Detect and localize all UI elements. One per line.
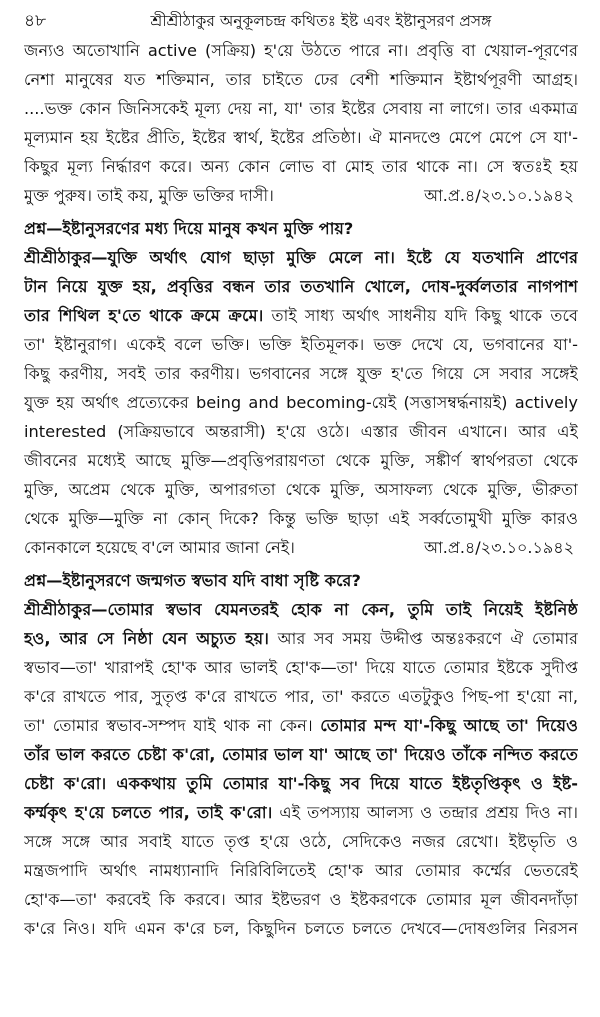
answer-line: কিছু করণীয়, সবই তার করণীয়। ভগবানের সঙ্গে যুক্ত হ'তে গিয়ে সে সবার সঙ্গেই [24, 364, 578, 383]
plain-phrase: তা' তোমার স্বভাব-সম্পদ যাই থাক না কেন। [24, 716, 321, 735]
text-line: ....ভক্ত কোন জিনিসকেই মূল্য দেয় না, যা' তার ইষ্টের সেবায় না লাগে। তার একমাত্র [24, 99, 578, 118]
text-line-with-date [24, 181, 578, 210]
bold-phrase: কর্ম্মকৃৎ হ'য়ে চলতে পার, তাই ক'রো। [24, 803, 273, 822]
answer-line-bold: শ্রীশ্রীঠাকুর—তোমার স্বভাব যেমনতরই হোক না কেন, তুমি তাই নিয়েই ইষ্টনিষ্ঠ [24, 600, 578, 619]
date-reference: আ.প্র.৪/২৩.১০.১৯৪২ [424, 538, 574, 557]
header-title: শ্রীশ্রীঠাকুর অনুকূলচন্দ্র কথিতঃ ইষ্ট এবং ইষ্টানুসরণ প্রসঙ্গ [150, 12, 492, 30]
answer-line: যুক্ত হয় অর্থাৎ প্রত্যেকের being and becoming-য়েই (সত্তাসম্বর্দ্ধনায়ই) actively [24, 393, 578, 412]
text-line: জন্যও অতোখানি active (সক্রিয়) হ'য়ে উঠতে পারে না। প্রবৃত্তি বা খেয়াল-পূরণের [24, 41, 578, 60]
answer-line: ক'রে রাখতে পার, সুতৃপ্ত ক'রে রাখতে পার, তা' করতে এতটুকুও পিছ-পা হ'য়ো না, [24, 687, 578, 706]
answer-line-mixed [24, 711, 578, 740]
answer-line-with-date [24, 533, 578, 562]
answer-line-bold: শ্রীশ্রীঠাকুর—যুক্তি অর্থাৎ যোগ ছাড়া মুক্তি মেলে না। ইষ্টে যে যতখানি প্রাণের [24, 248, 578, 267]
answer-line: মুক্তি, অপ্রেম থেকে মুক্তি, অপারগতা থেকে মুক্তি, অসাফল্য থেকে মুক্তি, ভীরুতা [24, 480, 578, 499]
plain-phrase: তাই সাধ্য অর্থাৎ সাধনীয় যদি কিছু থাকে তবে [263, 306, 578, 325]
answer-line: স্বভাব—তা' খারাপই হো'ক আর ভালই হো'ক—তা' দিয়ে যাতে তোমার ইষ্টকে সুদীপ্ত [24, 658, 578, 677]
answer-line: থেকে মুক্তি—মুক্তি না কোন্ দিকে? কিন্তু ভক্তি ছাড়া এই সর্ব্বতোমুখী মুক্তি কারও [24, 509, 578, 528]
question-heading: প্রশ্ন—ইষ্টানুসরণের মধ্য দিয়ে মানুষ কখন মুক্তি পায়? [24, 219, 354, 238]
date-reference: আ.প্র.৪/২৩.১০.১৯৪২ [424, 186, 574, 205]
question-heading: প্রশ্ন—ইষ্টানুসরণে জন্মগত স্বভাব যদি বাধা সৃষ্টি করে? [24, 571, 361, 590]
body-text [24, 36, 578, 943]
answer-line-mixed [24, 798, 578, 827]
answer-line-bold: চেষ্টা ক'রো। এককথায় তুমি তোমার যা'-কিছু সব দিয়ে যাতে ইষ্টতৃপ্তিকৃৎ ও ইষ্ট- [24, 774, 578, 793]
paragraph-continuation [24, 36, 578, 210]
bold-phrase: তার শিথিল হ'তে থাকে ক্রমে ক্রমে। [24, 306, 264, 325]
answer-line: সঙ্গে সঙ্গে আর সবাই যাতে তৃপ্ত হ'য়ে ওঠে, সেদিকেও নজর রেখো। ইষ্টভৃতি ও [24, 832, 578, 851]
bold-phrase: হও, আর সে নিষ্ঠা যেন অচ্যুত হয়। [24, 629, 269, 648]
page-number: ৪৮ [24, 11, 47, 31]
text-line: কিছুর মূল্য নির্দ্ধারণ করে। অন্য কোন লোভ বা মোহ তার থাকে না। সে স্বতঃই হয় [24, 157, 578, 176]
answer-line: হো'ক—তা' করবেই কি করবে। আর ইষ্টভরণ ও ইষ্টকরণকে তোমার মূল জীবনদাঁড়া [24, 890, 578, 909]
text-line: মূল্যমান হয় ইষ্টের প্রীতি, ইষ্টের স্বার্থ, ইষ্টের প্রতিষ্ঠা। ঐ মানদণ্ডে মেপে মেপে সে যা'- [24, 128, 578, 147]
text-line: নেশা মানুষের যত শক্তিমান, তার চাইতে ঢের বেশী শক্তিমান ইষ্টার্থপূরণী আগ্রহ। [24, 70, 578, 89]
answer-line: তা' ইষ্টানুরাগ। একেই বলে ভক্তি। ভক্তি ইতিমূলক। ভক্ত দেখে যে, ভগবানের যা'- [24, 335, 578, 354]
answer-line: interested (সক্রিয়ভাবে অন্তরাসী) হ'য়ে ওঠে। এস্তার জীবন এখানে। আর এই [24, 422, 578, 441]
answer-line-mixed [24, 301, 578, 330]
qa-block-1 [24, 214, 578, 562]
text-line-end: কোনকালে হয়েছে ব'লে আমার জানা নেই। [24, 538, 295, 557]
answer-line-mixed [24, 624, 578, 653]
qa-block-2 [24, 566, 578, 943]
answer-line: মন্ত্রজপাদি অর্থাৎ নামধ্যানাদি নিরিবিলিতেই হো'ক আর তোমার কর্ম্মের ভেতরেই [24, 861, 578, 880]
answer-line: ক'রে নিও। যদি এমন ক'রে চল, কিছুদিন চলতে চলতে দেখবে—দোষগুলির নিরসন [24, 919, 578, 938]
text-line-end: মুক্ত পুরুষ। তাই কয়, মুক্তি ভক্তির দাসী। [24, 186, 274, 205]
running-header [24, 6, 578, 36]
plain-phrase: আর সব সময় উদ্দীপ্ত অন্তঃকরণে ঐ তোমার [268, 629, 578, 648]
answer-line: জীবনের মধ্যেই আছে মুক্তি—প্রবৃত্তিপরায়ণতা থেকে মুক্তি, সঙ্কীর্ণ স্বার্থপরতা থেকে [24, 451, 578, 470]
plain-phrase: এই তপস্যায় আলস্য ও তন্দ্রার প্রশ্রয় দিও না। [272, 803, 578, 822]
answer-line-bold: তাঁর ভাল করতে চেষ্টা ক'রো, তোমার ভাল যা' আছে তা' দিয়েও তাঁকে নন্দিত করতে [24, 745, 578, 764]
bold-phrase: তোমার মন্দ যা'-কিছু আছে তা' দিয়েও [320, 716, 578, 735]
answer-line-bold: টান নিয়ে যুক্ত হয়, প্রবৃত্তির বন্ধন তার ততখানি খোলে, দোষ-দুর্ব্বলতার নাগপাশ [24, 277, 578, 296]
